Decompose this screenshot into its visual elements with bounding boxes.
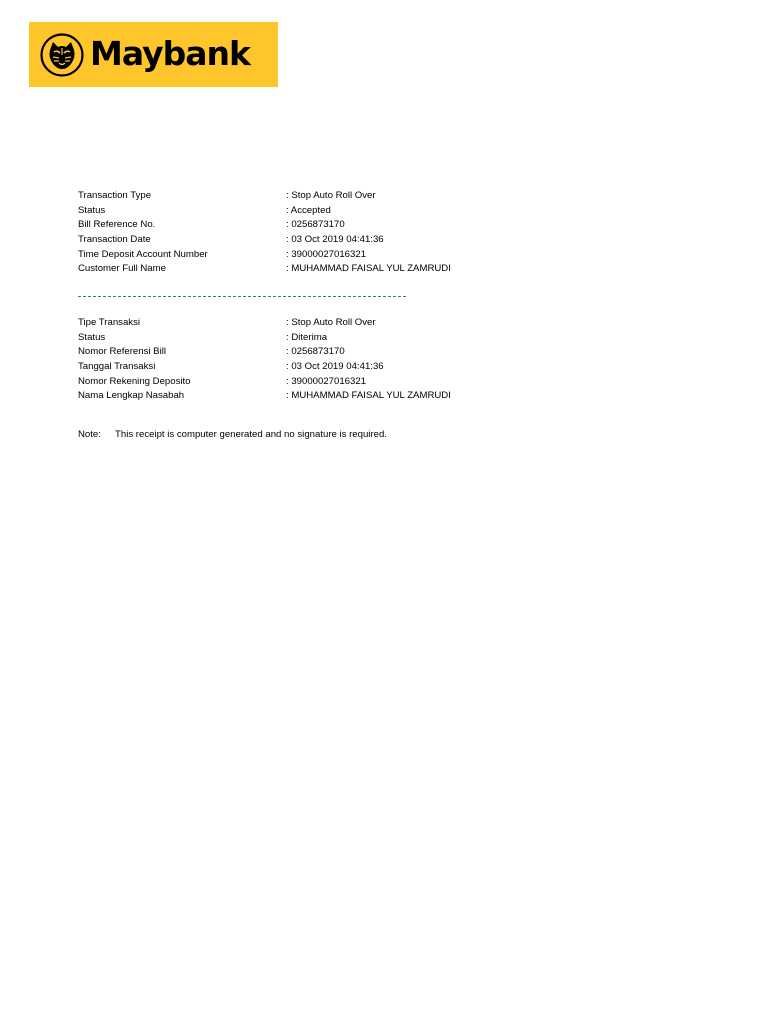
detail-value: : Diterima (286, 331, 328, 343)
detail-row (78, 233, 498, 248)
detail-label: Nomor Rekening Deposito (78, 375, 191, 387)
detail-value: : 39000027016321 (286, 375, 367, 387)
detail-row (78, 248, 498, 263)
detail-row (78, 389, 498, 404)
receipt-details-indonesian (78, 316, 498, 404)
detail-value: : Accepted (286, 204, 331, 216)
detail-row (78, 218, 498, 233)
note-text: This receipt is computer generated and no signature is required. (115, 429, 387, 440)
brand-name: Maybank (90, 34, 250, 73)
detail-value: : Stop Auto Roll Over (286, 190, 376, 201)
detail-label: Customer Full Name (78, 263, 166, 275)
detail-row (78, 189, 498, 204)
detail-row (78, 345, 498, 360)
detail-label: Nama Lengkap Nasabah (78, 390, 185, 402)
detail-value: : 03 Oct 2019 04:41:36 (286, 361, 384, 373)
detail-row (78, 331, 498, 346)
detail-label: Transaction Date (78, 234, 151, 246)
section-divider (78, 296, 406, 297)
detail-value: : Stop Auto Roll Over (286, 317, 376, 328)
detail-row (78, 316, 498, 331)
detail-row (78, 204, 498, 219)
detail-value: : 39000027016321 (286, 248, 367, 260)
detail-label: Status (78, 204, 106, 216)
detail-value: : 0256873170 (286, 346, 345, 358)
detail-row (78, 375, 498, 390)
detail-value: : 0256873170 (286, 219, 345, 231)
detail-value: : MUHAMMAD FAISAL YUL ZAMRUDI (286, 390, 451, 402)
detail-label: Nomor Referensi Bill (78, 346, 166, 358)
detail-label: Time Deposit Account Number (78, 248, 208, 260)
detail-label: Tipe Transaksi (78, 317, 141, 328)
receipt-details-english (78, 189, 498, 277)
note-label: Note: (78, 429, 101, 440)
detail-label: Status (78, 331, 106, 343)
detail-value: : 03 Oct 2019 04:41:36 (286, 234, 384, 246)
tiger-head-icon (40, 33, 84, 77)
detail-row (78, 360, 498, 375)
detail-value: : MUHAMMAD FAISAL YUL ZAMRUDI (286, 263, 451, 275)
detail-label: Bill Reference No. (78, 219, 156, 231)
detail-label: Transaction Type (78, 190, 152, 201)
detail-label: Tanggal Transaksi (78, 361, 156, 373)
maybank-logo (29, 22, 278, 87)
detail-row (78, 262, 498, 277)
